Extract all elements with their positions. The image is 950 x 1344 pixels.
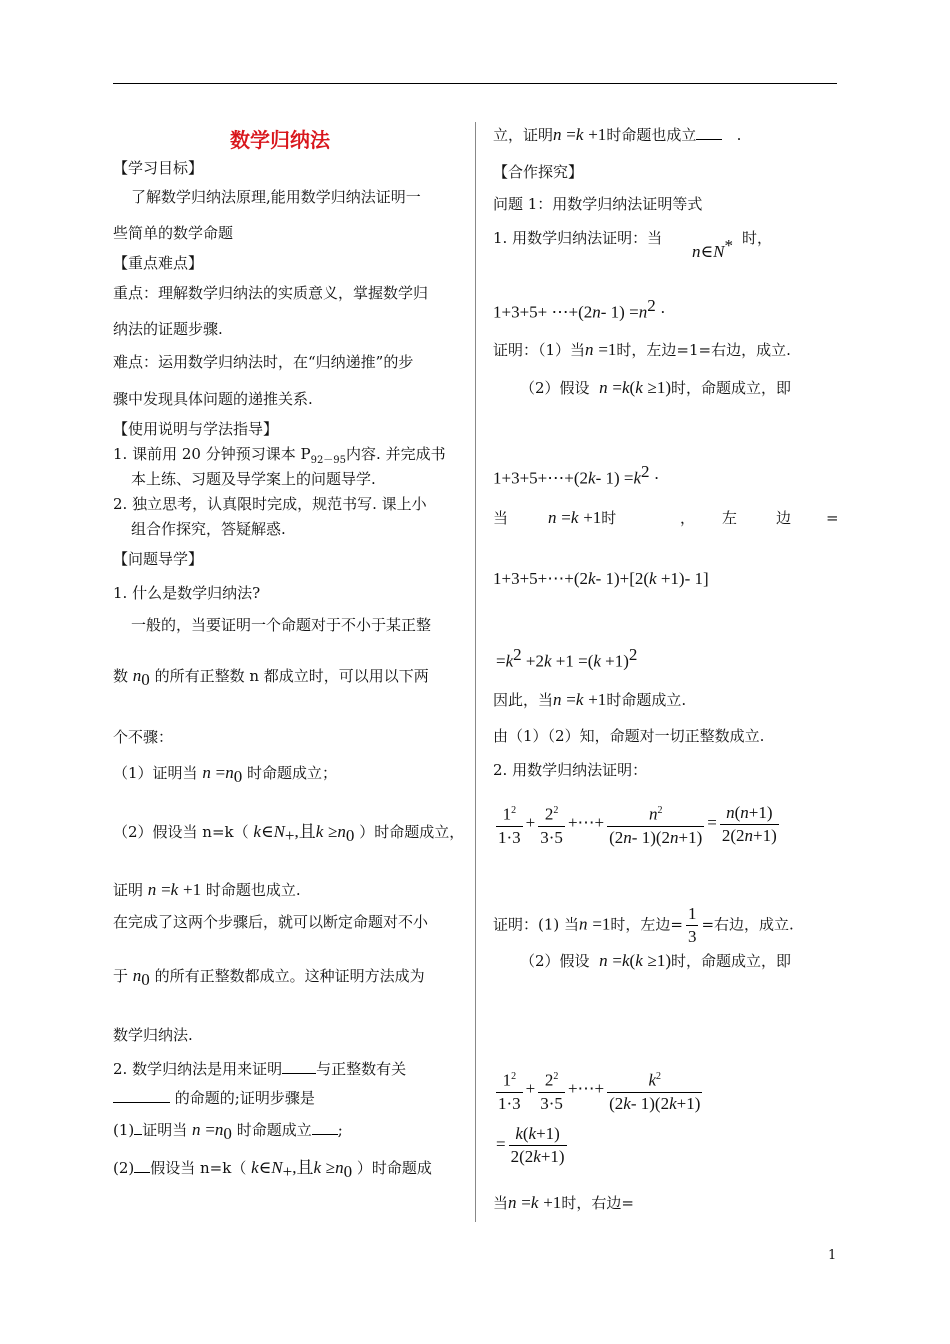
proof-2-hypothesis: （2）假设 n =k(k ≥1)时，命题成立，即 xyxy=(520,951,792,970)
heading-usage: 【使用说明与学法指导】 xyxy=(113,420,279,438)
difficulty-line-2: 骤中发现具体问题的递推关系. xyxy=(113,390,313,408)
step-2-cont: 证明 n =k +1 时命题也成立. xyxy=(113,880,301,899)
q1-para-3: 个不骤： xyxy=(113,728,174,746)
usage-1-cont: 本上练、习题及导学案上的问题导学. xyxy=(131,470,376,488)
proof-1-base: 证明：（1）当n =1时，左边=1=右边，成立. xyxy=(493,340,791,359)
when-k1-comma: ， xyxy=(680,509,696,527)
when-k1-left: 左 xyxy=(722,509,738,527)
heading-goals: 【学习目标】 xyxy=(113,159,204,177)
heading-key: 【重点难点】 xyxy=(113,254,204,272)
proof-1-hypothesis: （2）假设 n =k(k ≥1)时，命题成立，即 xyxy=(520,378,792,397)
last-line: 当n =k +1时，右边= xyxy=(493,1193,634,1212)
question-1: 1. 什么是数学归纳法? xyxy=(113,584,261,602)
q2-step-1: (1) 证明当 $n =n_0$ 时命题成立 ; xyxy=(113,1120,343,1143)
equation-5: $\frac{1^2}{1\cdot 3}$ + $\frac{2^2}{3\cdot 5}$ +⋯+ $\frac{n^2}{(2n- 1)(2n+1)}$ = $\frac{n(n+1)}{2(2n+1)}$ xyxy=(493,800,782,849)
question-2-cont: 的命题的;证明步骤是 xyxy=(113,1088,315,1108)
equation-6: $\frac{1^2}{1\cdot 3}$ + $\frac{2^2}{3\cdot 5}$ +⋯+ $\frac{k^2}{(2k- 1)(2k+1)}$ xyxy=(493,1066,705,1115)
when-k1: 当 xyxy=(493,509,509,527)
thus-line: 因此，当n =k +1时命题成立. xyxy=(493,690,687,709)
equation-2: 1+3+5+⋯+(2k- $1) =k^2$ · xyxy=(493,462,660,488)
page-number: 1 xyxy=(828,1248,837,1263)
q2-step-2: (2) 假设当 n=k（ $k\in N_+$,且$k \ge n_0$ ）时命题成 xyxy=(113,1158,432,1181)
key-line-1: 重点：理解数学归纳法的实质意义，掌握数学归 xyxy=(113,284,429,302)
header-rule xyxy=(113,83,837,84)
problem-1: 问题 1：用数学归纳法证明等式 xyxy=(493,195,703,213)
heading-cooperation: 【合作探究】 xyxy=(493,163,584,181)
conclusion-1: 在完成了这两个步骤后，就可以断定命题对不小 xyxy=(113,913,429,931)
heading-guide: 【问题导学】 xyxy=(113,550,204,568)
equation-1: 1+3+5+ ⋯+(2n- $1) =n^2$ · xyxy=(493,296,666,322)
usage-1: 1. 课前用 20 分钟预习课本 $P_{92-95}$内容. 并完成书 xyxy=(113,445,446,466)
key-line-2: 纳法的证题步骤. xyxy=(113,320,223,338)
equation-3: 1+3+5+⋯+(2k- 1)+[2(k +1)- 1] xyxy=(493,569,709,588)
when-k1-expr: n =k +1时 xyxy=(548,508,617,527)
when-k1-side: 边 xyxy=(776,509,792,527)
column-divider xyxy=(475,122,476,1222)
equation-4: $=k^2 +2k +1 =(k +1)^2$ xyxy=(496,645,638,671)
usage-2-cont: 组合作探究，答疑解惑. xyxy=(131,520,286,538)
question-2: 2. 数学归纳法是用来证明 与正整数有关 xyxy=(113,1060,407,1078)
proof-2-base: 证明：(1) 当n =1时，左边= $\frac{1}{3}$ =右边，成立. xyxy=(493,904,794,946)
page-title: 数学归纳法 xyxy=(230,128,330,152)
step-1: （1）证明当 $n =n_0$ 时命题成立； xyxy=(113,763,337,786)
conclusion-2: 于 $n_0$ 的所有正整数都成立。这种证明方法成为 xyxy=(113,966,425,989)
step-2: （2）假设当 n=k（ $k\in N_+$,且$k \ge n_0$ ）时命题成立， xyxy=(113,822,465,845)
q1-para-2: 数 $n_0$ 的所有正整数 n 都成立时，可以用以下两 xyxy=(113,666,429,689)
goals-line-2: 些简单的数学命题 xyxy=(113,224,234,242)
equation-7: = $\frac{k(k+1)}{2(2k+1)}$ xyxy=(496,1124,565,1166)
example-1-suffix: 时， xyxy=(742,229,773,247)
usage-2: 2. 独立思考，认真限时完成，规范书写. 课上小 xyxy=(113,495,427,513)
example-1-condition: n∈N* xyxy=(692,236,733,261)
continuation: 立，证明n =k +1时命题也成立 . xyxy=(493,125,742,144)
q1-para-1: 一般的，当要证明一个命题对于不小于某正整 xyxy=(131,616,432,634)
example-1: 1. 用数学归纳法证明：当 xyxy=(493,229,663,247)
goals-line-1: 了解数学归纳法原理,能用数学归纳法证明一 xyxy=(131,188,421,206)
conclusion-3: 数学归纳法. xyxy=(113,1026,193,1044)
example-2: 2. 用数学归纳法证明： xyxy=(493,761,648,779)
conclusion-line: 由（1）（2）知，命题对一切正整数成立. xyxy=(493,727,765,745)
difficulty-line-1: 难点：运用数学归纳法时，在“归纳递推”的步 xyxy=(113,353,414,371)
when-k1-eq: = xyxy=(826,509,839,527)
